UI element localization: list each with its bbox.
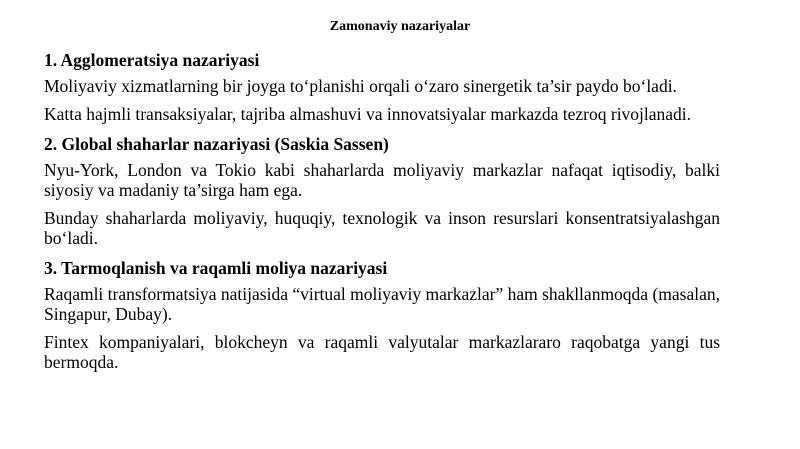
paragraph: Katta hajmli transaksiyalar, tajriba almashuvi va innovatsiyalar markazda tezroq rivojlanadi. bbox=[44, 104, 692, 124]
paragraph: Fintex kompaniyalari, blokcheyn va raqamli valyutalar markazlararo raqobatga yangi tus bermoqda. bbox=[44, 332, 720, 372]
page-title: Zamonaviy nazariyalar bbox=[329, 19, 471, 34]
section-heading: 2. Global shaharlar nazariyasi (Saskia Sassen) bbox=[44, 134, 389, 154]
section-digital-finance bbox=[44, 256, 720, 372]
section-global-cities bbox=[44, 132, 720, 248]
section-agglomeration bbox=[44, 48, 720, 124]
paragraph: Bunday shaharlarda moliyaviy, huquqiy, texnologik va inson resurslari konsentratsiyalashgan bo‘ladi. bbox=[44, 208, 720, 248]
paragraph: Nyu-York, London va Tokio kabi shaharlarda moliyaviy markazlar nafaqat iqtisodiy, balki siyosiy va madaniy ta’sirga ham ega. bbox=[44, 160, 720, 200]
section-heading: 1. Agglomeratsiya nazariyasi bbox=[44, 50, 260, 70]
paragraph: Raqamli transformatsiya natijasida “virtual moliyaviy markazlar” ham shakllanmoqda (masalan, Singapur, Dubay). bbox=[44, 284, 720, 324]
paragraph: Moliyaviy xizmatlarning bir joyga to‘planishi orqali o‘zaro sinergetik ta’sir paydo bo‘ladi. bbox=[44, 76, 677, 96]
section-heading: 3. Tarmoqlanish va raqamli moliya nazariyasi bbox=[44, 258, 388, 278]
document-body bbox=[44, 48, 720, 380]
